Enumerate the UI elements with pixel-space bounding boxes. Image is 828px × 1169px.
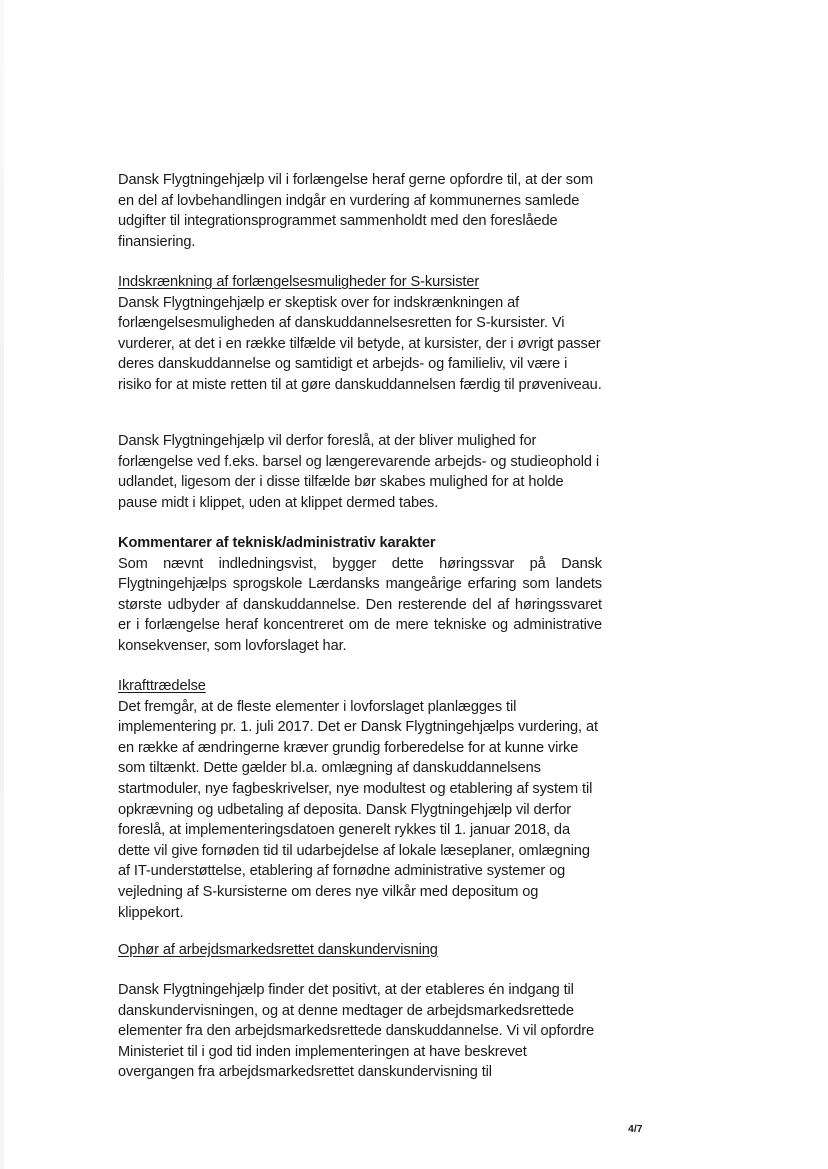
section-ophoer-body [118,980,602,1083]
section-indskraenkning [118,272,602,396]
section-indskraenkning-proposal [118,431,602,513]
page-number: 4/7 [628,1123,643,1135]
intro-section [118,170,602,252]
section-paragraph: Dansk Flygtningehjælp er skeptisk over for indskrænkningen af forlængelsesmuligheden af danskuddannelsesretten for S-kursister. Vi vurderer, at det i en række tilfælde vil betyde, at kursister, der i øvrigt passer deres danskuddannelse og samtidigt et arbejds- og familieliv, vil være i risiko for at miste retten til at gøre danskuddannelsen færdig til prøveniveau. [118,294,602,393]
section-paragraph: Det fremgår, at de fleste elementer i lovforslaget planlægges til implementering pr. 1. juli 2017. Det er Dansk Flygtningehjælps vurdering, at en række af ændringerne kræver grundig forberedelse for at kunne virke som tiltænkt. Dette gælder bl.a. omlægning af danskuddannelsens startmoduler, nye fagbeskrivelser, nye modultest og etablering af system til opkrævning og udbetaling af deposita. Dansk Flygtningehjælp vil derfor foreslå, at implementeringsdatoen generelt rykkes til 1. januar 2018, da dette vil give fornøden tid til udarbejdelse af lokale læseplaner, omlægning af IT-understøttelse, etablering af fornødne administrative systemer og vejledning af S-kursisterne om deres nye vilkår med depositum og klippekort. [118,698,598,921]
section-heading: Ophør af arbejdsmarkedsrettet danskundervisning [118,942,438,958]
section-paragraph: Dansk Flygtningehjælp finder det positivt, at der etableres én indgang til danskundervisningen, og at denne medtager de arbejdsmarkedsrettede elementer fra den arbejdsmarkedsrettede danskuddannelse. Vi vil opfordre Ministeriet til i god tid inden implementeringen at have beskrevet overgangen fra arbejdsmarkedsrettet danskundervisning til [118,982,595,1081]
section-ophoer [118,940,602,961]
section-paragraph: Dansk Flygtningehjælp vil derfor foreslå, at der bliver mulighed for forlængelse ved f.eks. barsel og længerevarende arbejds- og studieophold i udlandet, ligesom der i disse tilfælde bør skabes mulighed for at holde pause midt i klippet, uden at klippet dermed tabes. [118,433,599,511]
section-heading: Indskrænkning af forlængelsesmuligheder for S-kursister [118,274,480,290]
section-kommentarer [118,533,602,657]
section-ikrafttraedelse [118,676,602,923]
section-heading: Ikrafttrædelse [118,678,206,694]
section-heading: Kommentarer af teknisk/administrativ karakter [118,535,436,551]
section-paragraph: Som nævnt indledningsvist, bygger dette høringssvar på Dansk Flygtningehjælps sprogskole Lærdansks mangeårige erfaring som landets største udbyder af danskuddannelse. Den resterende del af høringssvaret er i forlængelse heraf koncentreret om de mere tekniske og administrative konsekvenser, som lovforslaget har. [118,555,602,654]
scan-edge [0,0,4,1169]
intro-paragraph: Dansk Flygtningehjælp vil i forlængelse heraf gerne opfordre til, at der som en del af lovbehandlingen indgår en vurdering af kommunernes samlede udgifter til integrationsprogrammet sammenholdt med den foreslåede finansiering. [118,172,594,250]
